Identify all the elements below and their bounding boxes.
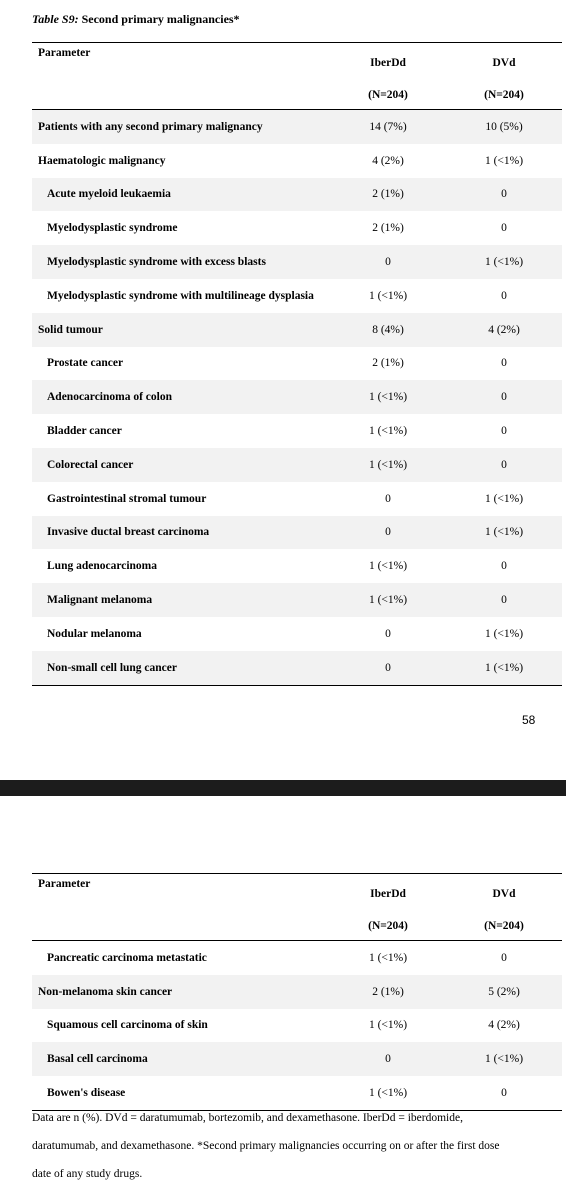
- header-dvd-n: (N=204): [484, 89, 524, 101]
- table-header: [32, 42, 562, 110]
- row-dvd-value: 1 (<1%): [484, 492, 524, 505]
- footnote-line: date of any study drugs.: [32, 1168, 143, 1180]
- row-dvd-value: 0: [501, 289, 507, 302]
- table-part-1: [32, 42, 562, 686]
- header-iberdd: [338, 47, 438, 111]
- row-parameter: Malignant melanoma: [47, 594, 153, 607]
- row-iberdd-value: 2 (1%): [372, 985, 404, 998]
- row-parameter: Haematologic malignancy: [38, 154, 166, 167]
- table-row: [32, 583, 562, 617]
- table-row: [32, 941, 562, 975]
- row-parameter: Pancreatic carcinoma metastatic: [47, 951, 207, 964]
- table-row: [32, 651, 562, 685]
- row-dvd-value: 0: [501, 391, 507, 404]
- table-caption-title: Second primary malignancies*: [81, 12, 240, 26]
- footnote-line: Data are n (%). DVd = daratumumab, bortezomib, and dexamethasone. IberDd = iberdomide,: [32, 1112, 463, 1124]
- footnote-line: daratumumab, and dexamethasone. *Second primary malignancies occurring on or after the first dose: [32, 1140, 500, 1152]
- header-iberdd-label: IberDd: [370, 57, 406, 69]
- row-dvd-value: 0: [501, 222, 507, 235]
- row-iberdd-value: 0: [385, 661, 391, 674]
- row-parameter: Solid tumour: [38, 323, 103, 336]
- row-iberdd-value: 0: [385, 1053, 391, 1066]
- row-parameter: Gastrointestinal stromal tumour: [47, 492, 207, 505]
- row-dvd-value: 1 (<1%): [484, 1053, 524, 1066]
- row-iberdd-value: 0: [385, 526, 391, 539]
- row-parameter: Colorectal cancer: [47, 458, 134, 471]
- row-dvd-value: 0: [501, 425, 507, 438]
- row-iberdd-value: 2 (1%): [372, 222, 404, 235]
- row-dvd-value: 0: [501, 1087, 507, 1100]
- table-row: [32, 516, 562, 550]
- table-caption: [32, 12, 240, 27]
- row-iberdd-value: 1 (<1%): [368, 458, 408, 471]
- row-dvd-value: 4 (2%): [488, 323, 520, 336]
- row-parameter: Acute myeloid leukaemia: [47, 188, 171, 201]
- row-parameter: Prostate cancer: [47, 357, 124, 370]
- row-dvd-value: 10 (5%): [485, 120, 523, 133]
- table-row: [32, 975, 562, 1009]
- row-dvd-value: 1 (<1%): [484, 661, 524, 674]
- row-parameter: Invasive ductal breast carcinoma: [47, 526, 210, 539]
- table-row: [32, 448, 562, 482]
- row-iberdd-value: 4 (2%): [372, 154, 404, 167]
- page-number: 58: [522, 713, 536, 727]
- row-iberdd-value: 8 (4%): [372, 323, 404, 336]
- table-row: [32, 1009, 562, 1043]
- row-parameter: Lung adenocarcinoma: [47, 560, 158, 573]
- row-iberdd-value: 14 (7%): [369, 120, 407, 133]
- row-parameter: Non-melanoma skin cancer: [38, 985, 173, 998]
- page-separator: [0, 780, 566, 796]
- row-iberdd-value: 1 (<1%): [368, 951, 408, 964]
- row-parameter: Patients with any second primary malignancy: [38, 120, 263, 133]
- row-iberdd-value: 0: [385, 627, 391, 640]
- table-row: [32, 380, 562, 414]
- header-parameter: Parameter: [38, 47, 91, 59]
- row-iberdd-value: 2 (1%): [372, 357, 404, 370]
- table-row: [32, 178, 562, 212]
- header-dvd: [454, 47, 554, 111]
- table-row: [32, 313, 562, 347]
- row-dvd-value: 0: [501, 458, 507, 471]
- row-dvd-value: 0: [501, 188, 507, 201]
- table-body-1: [32, 110, 562, 686]
- table-row: [32, 617, 562, 651]
- table-caption-label: Table S9:: [32, 12, 79, 26]
- table-row: [32, 279, 562, 313]
- row-parameter: Bowen's disease: [47, 1087, 126, 1100]
- row-parameter: Adenocarcinoma of colon: [47, 391, 173, 404]
- row-parameter: Nodular melanoma: [47, 627, 142, 640]
- header-dvd-n: (N=204): [484, 920, 524, 932]
- row-dvd-value: 0: [501, 357, 507, 370]
- table-row: [32, 144, 562, 178]
- header-iberdd: [338, 878, 438, 942]
- row-dvd-value: 5 (2%): [488, 985, 520, 998]
- header-iberdd-label: IberDd: [370, 888, 406, 900]
- row-parameter: Squamous cell carcinoma of skin: [47, 1019, 208, 1032]
- table-row: [32, 347, 562, 381]
- row-iberdd-value: 1 (<1%): [368, 594, 408, 607]
- row-dvd-value: 4 (2%): [488, 1019, 520, 1032]
- table-footnote: [32, 1104, 552, 1188]
- table-row: [32, 414, 562, 448]
- header-dvd: [454, 878, 554, 942]
- row-dvd-value: 1 (<1%): [484, 627, 524, 640]
- row-iberdd-value: 1 (<1%): [368, 391, 408, 404]
- header-dvd-label: DVd: [492, 57, 516, 69]
- row-iberdd-value: 1 (<1%): [368, 560, 408, 573]
- row-iberdd-value: 2 (1%): [372, 188, 404, 201]
- row-iberdd-value: 1 (<1%): [368, 425, 408, 438]
- row-dvd-value: 1 (<1%): [484, 526, 524, 539]
- table-row: [32, 549, 562, 583]
- table-header-continued: [32, 873, 562, 941]
- row-parameter: Myelodysplastic syndrome with multilineage dysplasia: [47, 289, 314, 302]
- row-iberdd-value: 1 (<1%): [368, 289, 408, 302]
- header-iberdd-n: (N=204): [368, 920, 408, 932]
- header-dvd-label: DVd: [492, 888, 516, 900]
- row-parameter: Bladder cancer: [47, 425, 122, 438]
- table-part-2: [32, 873, 562, 1111]
- row-parameter: Myelodysplastic syndrome: [47, 222, 178, 235]
- header-parameter: Parameter: [38, 878, 91, 890]
- row-dvd-value: 1 (<1%): [484, 154, 524, 167]
- table-row: [32, 1042, 562, 1076]
- row-parameter: Myelodysplastic syndrome with excess blasts: [47, 256, 266, 269]
- table-row: [32, 245, 562, 279]
- header-iberdd-n: (N=204): [368, 89, 408, 101]
- row-parameter: Non-small cell lung cancer: [47, 661, 177, 674]
- row-iberdd-value: 1 (<1%): [368, 1019, 408, 1032]
- row-dvd-value: 0: [501, 594, 507, 607]
- row-dvd-value: 0: [501, 560, 507, 573]
- row-dvd-value: 0: [501, 951, 507, 964]
- table-body-2: [32, 941, 562, 1111]
- row-iberdd-value: 0: [385, 256, 391, 269]
- table-row: [32, 211, 562, 245]
- row-parameter: Basal cell carcinoma: [47, 1053, 148, 1066]
- row-iberdd-value: 0: [385, 492, 391, 505]
- row-iberdd-value: 1 (<1%): [368, 1087, 408, 1100]
- table-row: [32, 482, 562, 516]
- row-dvd-value: 1 (<1%): [484, 256, 524, 269]
- table-row: [32, 110, 562, 144]
